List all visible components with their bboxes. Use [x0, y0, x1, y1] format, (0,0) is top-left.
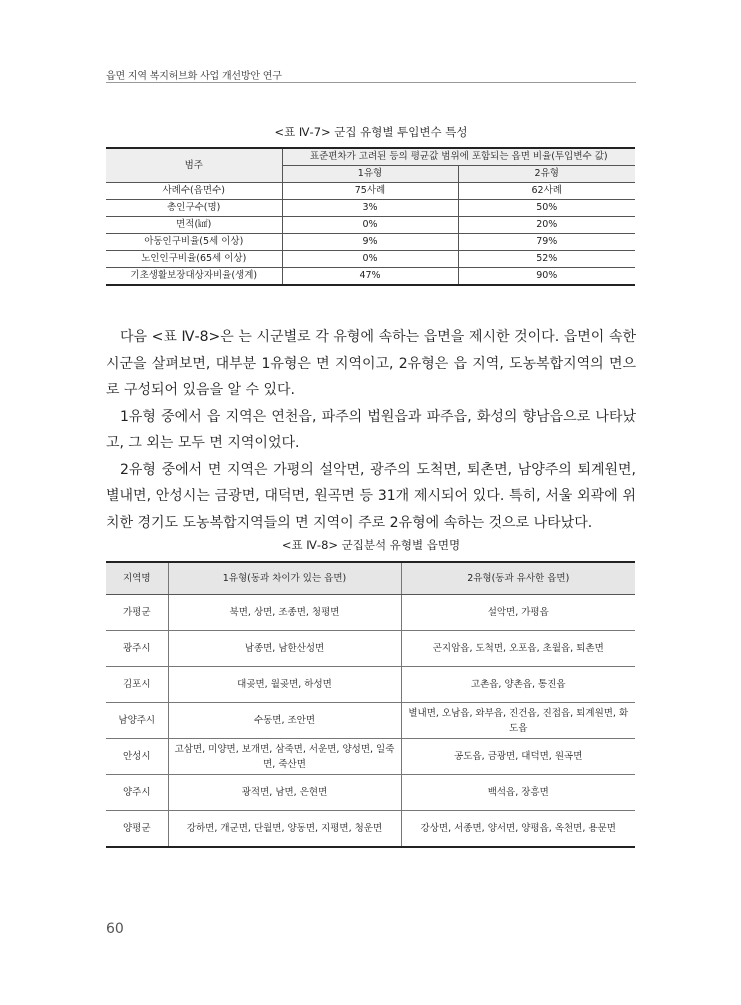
paragraph: 다음 <표 Ⅳ-8>은 는 시군별로 각 유형에 속하는 읍면을 제시한 것이다. 읍면이 속한 시군을 살펴보면, 대부분 1유형은 면 지역이고, 2유형은 읍 지역, 도농복합지역의 면으로 구성되어 있음을 알 수 있다.	[106, 329, 636, 398]
table-row	[106, 268, 635, 286]
type2-list: 곤지암읍, 도척면, 오포읍, 초월읍, 퇴촌면	[401, 631, 635, 667]
table1-category-header: 범주	[106, 148, 282, 183]
type2-list: 설악면, 가평읍	[401, 595, 635, 631]
region-name: 김포시	[106, 667, 168, 703]
type2-value: 79%	[458, 234, 635, 251]
row-label: 노인인구비율(65세 이상)	[106, 251, 282, 268]
row-label: 아동인구비율(5세 이상)	[106, 234, 282, 251]
type2-value: 20%	[458, 217, 635, 234]
table-row	[106, 775, 635, 811]
table-row	[106, 739, 635, 775]
table2-caption: <표 Ⅳ-8> 군집분석 유형별 읍면명	[281, 538, 461, 552]
paragraph: 1유형 중에서 읍 지역은 연천읍, 파주의 법원읍과 파주읍, 화성의 향남읍으로 나타났고, 그 외는 모두 면 지역이었다.	[106, 408, 636, 451]
table-row	[106, 200, 635, 217]
type1-value: 3%	[282, 200, 458, 217]
type1-list: 강하면, 개군면, 단월면, 양동면, 지평면, 청운면	[168, 811, 401, 848]
type1-value: 75사례	[282, 183, 458, 200]
table2-col-type2: 2유형(동과 유사한 읍면)	[401, 562, 635, 595]
table2-col-type1: 1유형(동과 차이가 있는 읍면)	[168, 562, 401, 595]
table1	[106, 147, 635, 286]
row-label: 기초생활보장대상자비율(생계)	[106, 268, 282, 286]
region-name: 광주시	[106, 631, 168, 667]
region-name: 양평군	[106, 811, 168, 848]
type2-value: 50%	[458, 200, 635, 217]
table-row	[106, 667, 635, 703]
type2-list: 고촌읍, 양촌읍, 통진읍	[401, 667, 635, 703]
region-name: 가평군	[106, 595, 168, 631]
table2-col-region: 지역명	[106, 562, 168, 595]
type2-value: 90%	[458, 268, 635, 286]
table-row	[106, 217, 635, 234]
region-name: 남양주시	[106, 703, 168, 739]
table-row	[106, 183, 635, 200]
type1-value: 0%	[282, 217, 458, 234]
type2-list: 별내면, 오남읍, 와부읍, 진건읍, 진접읍, 퇴계원면, 화도읍	[401, 703, 635, 739]
type2-list: 강상면, 서종면, 양서면, 양평읍, 옥천면, 용문면	[401, 811, 635, 848]
row-label: 사례수(읍면수)	[106, 183, 282, 200]
type1-value: 0%	[282, 251, 458, 268]
table1-group-header: 표준편차가 고려된 등의 평균값 범위에 포함되는 읍면 비율(투입변수 값)	[282, 148, 635, 166]
table-row	[106, 595, 635, 631]
type1-value: 9%	[282, 234, 458, 251]
row-label: 면적(㎢)	[106, 217, 282, 234]
page-number: 60	[106, 921, 124, 937]
type1-value: 47%	[282, 268, 458, 286]
type1-list: 남종면, 남한산성면	[168, 631, 401, 667]
row-label: 총인구수(명)	[106, 200, 282, 217]
type1-list: 대곶면, 월곶면, 하성면	[168, 667, 401, 703]
type2-value: 52%	[458, 251, 635, 268]
table-row	[106, 703, 635, 739]
type1-list: 고삼면, 미양면, 보개면, 삼죽면, 서운면, 양성면, 일죽면, 죽산면	[168, 739, 401, 775]
region-name: 안성시	[106, 739, 168, 775]
table-row	[106, 251, 635, 268]
type1-list: 수동면, 조안면	[168, 703, 401, 739]
table-row	[106, 234, 635, 251]
running-head: 읍면 지역 복지허브화 사업 개선방안 연구	[106, 71, 282, 82]
paragraph: 2유형 중에서 면 지역은 가평의 설악면, 광주의 도척면, 퇴촌면, 남양주의 퇴계원면, 별내면, 안성시는 금광면, 대덕면, 원곡면 등 31개 제시되어 있다. 특히, 서울 외곽에 위치한 경기도 도농복합지역들의 면 지역이 주로 2유형에 속하는 것으로 나타났다.	[106, 461, 636, 531]
type2-list: 공도읍, 금광면, 대덕면, 원곡면	[401, 739, 635, 775]
table1-caption: <표 Ⅳ-7> 군집 유형별 투입변수 특성	[274, 125, 468, 139]
table-row	[106, 631, 635, 667]
header-divider	[106, 82, 636, 83]
region-name: 양주시	[106, 775, 168, 811]
table2	[106, 561, 635, 848]
type1-list: 광적면, 남면, 은현면	[168, 775, 401, 811]
type1-list: 북면, 상면, 조종면, 청평면	[168, 595, 401, 631]
table1-col-type2: 2유형	[458, 166, 635, 183]
table-row	[106, 811, 635, 848]
body-text	[106, 324, 636, 536]
table1-col-type1: 1유형	[282, 166, 458, 183]
type2-list: 백석읍, 장흥면	[401, 775, 635, 811]
type2-value: 62사례	[458, 183, 635, 200]
